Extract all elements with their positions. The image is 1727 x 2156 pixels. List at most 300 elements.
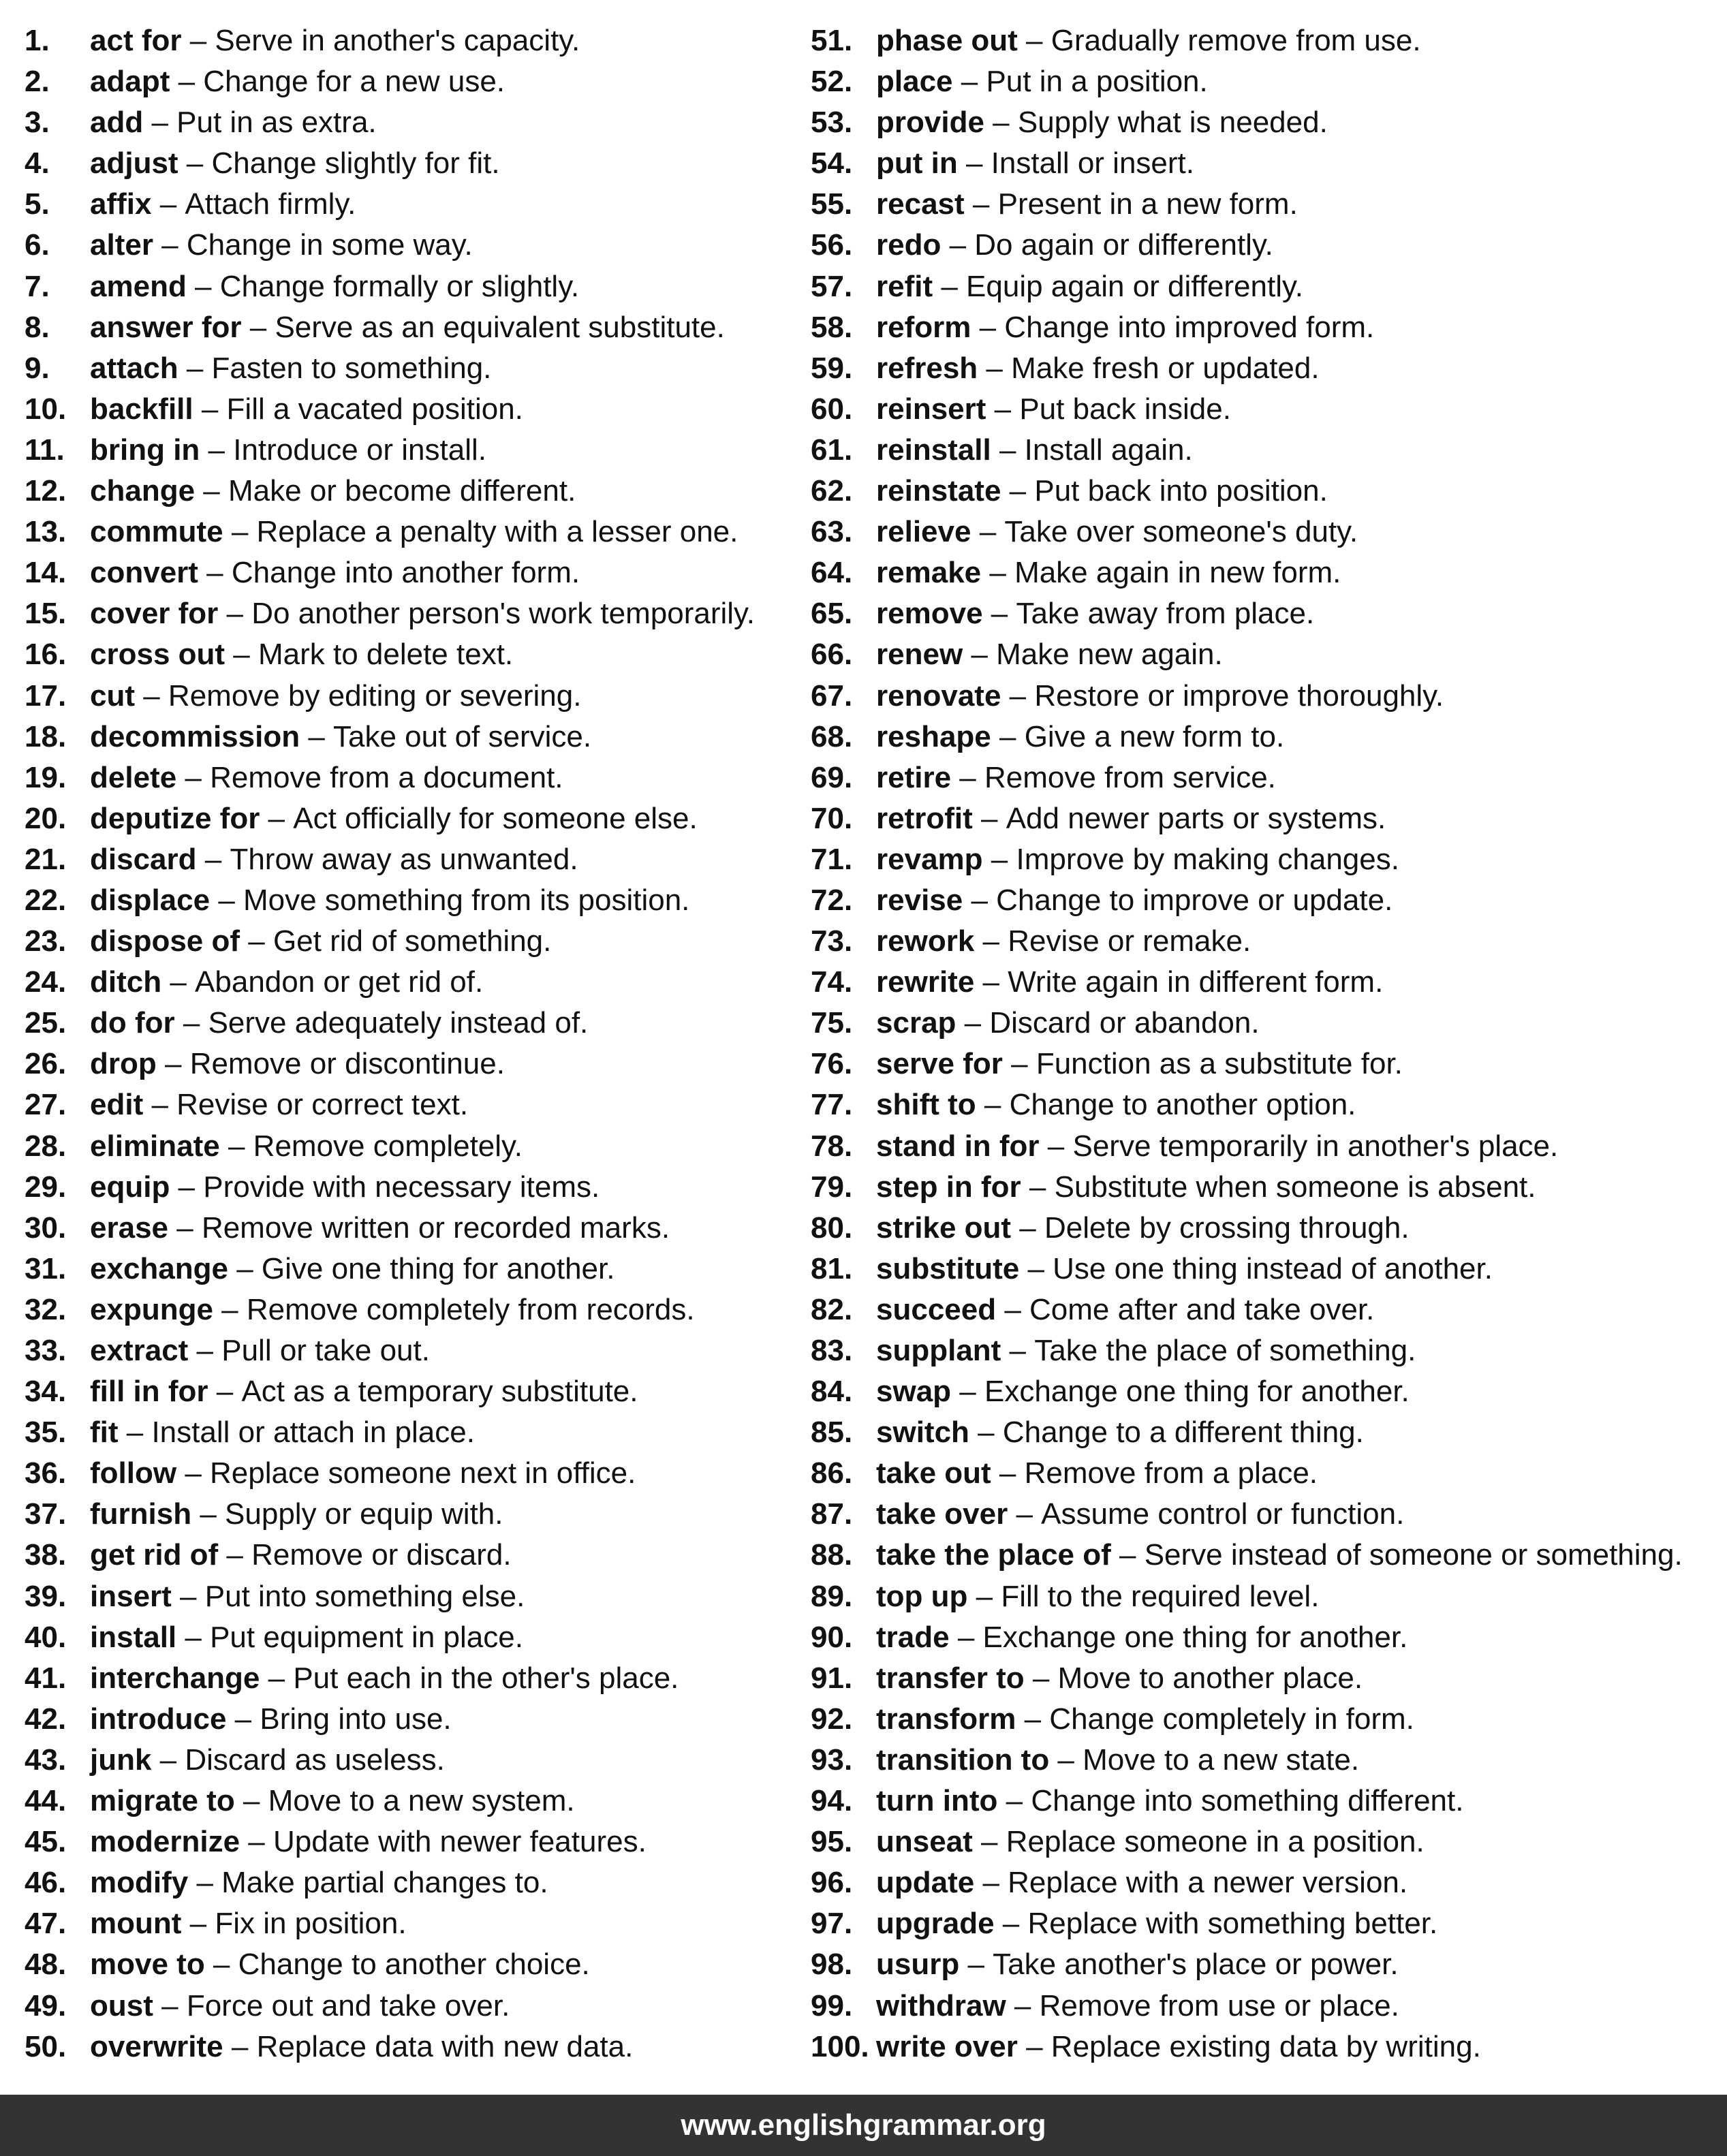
item-separator: – xyxy=(240,924,273,958)
item-separator: – xyxy=(951,760,984,794)
item-separator: – xyxy=(161,965,196,999)
item-separator: – xyxy=(974,1866,1008,1900)
item-definition: Supply what is needed. xyxy=(1017,106,1328,140)
item-word: succeed xyxy=(876,1292,997,1326)
item-definition: Take away from place. xyxy=(1016,597,1315,631)
list-item xyxy=(25,1453,808,1494)
list-item xyxy=(811,1535,1724,1576)
item-word: migrate to xyxy=(90,1784,235,1818)
list-item xyxy=(811,1084,1724,1125)
item-definition: Substitute when someone is absent. xyxy=(1054,1170,1536,1204)
item-definition: Do again or differently. xyxy=(974,228,1273,262)
item-word: relieve xyxy=(876,515,971,549)
item-separator: – xyxy=(997,1784,1031,1818)
list-item xyxy=(25,1576,808,1617)
item-definition: Change completely in form. xyxy=(1049,1702,1414,1736)
item-word: serve for xyxy=(876,1047,1003,1081)
item-number: 46. xyxy=(25,1866,67,1900)
list-item xyxy=(25,880,808,921)
item-word: overwrite xyxy=(90,2029,223,2063)
item-number: 50. xyxy=(25,2029,67,2063)
item-number: 37. xyxy=(25,1497,67,1531)
item-separator: – xyxy=(181,24,215,57)
item-definition: Pull or take out. xyxy=(221,1334,430,1367)
item-separator: – xyxy=(933,269,967,303)
item-separator: – xyxy=(1001,678,1035,713)
item-word: equip xyxy=(90,1170,170,1204)
list-item xyxy=(25,1862,808,1903)
item-number: 87. xyxy=(811,1497,853,1531)
item-separator: – xyxy=(949,1620,983,1654)
list-item xyxy=(25,1330,808,1371)
item-number: 12. xyxy=(25,474,67,508)
item-word: retrofit xyxy=(876,801,973,835)
list-item xyxy=(811,348,1724,389)
item-number: 3. xyxy=(25,106,50,140)
list-item xyxy=(25,552,808,593)
item-word: fill in for xyxy=(90,1375,208,1409)
item-separator: – xyxy=(994,1907,1028,1941)
item-definition: Come after and take over. xyxy=(1029,1292,1375,1326)
item-definition: Exchange one thing for another. xyxy=(984,1375,1410,1409)
item-number: 22. xyxy=(25,883,67,917)
item-word: exchange xyxy=(90,1251,228,1285)
item-definition: Revise or remake. xyxy=(1008,924,1251,958)
item-number: 14. xyxy=(25,556,67,590)
list-item xyxy=(25,225,808,266)
item-number: 34. xyxy=(25,1375,67,1409)
item-separator: – xyxy=(213,1292,247,1326)
list-item xyxy=(811,143,1724,184)
item-word: switch xyxy=(876,1416,969,1450)
item-definition: Revise or correct text. xyxy=(176,1088,469,1122)
list-item xyxy=(25,61,808,102)
item-word: extract xyxy=(90,1334,189,1367)
item-word: insert xyxy=(90,1579,172,1613)
item-definition: Remove from service. xyxy=(984,760,1276,794)
list-item xyxy=(25,798,808,839)
item-number: 84. xyxy=(811,1375,853,1409)
item-word: bring in xyxy=(90,433,200,467)
list-item xyxy=(811,552,1724,593)
list-item xyxy=(25,1290,808,1330)
item-number: 91. xyxy=(811,1661,853,1695)
item-word: discard xyxy=(90,842,197,876)
item-number: 63. xyxy=(811,515,853,549)
item-word: take out xyxy=(876,1456,991,1490)
item-word: turn into xyxy=(876,1784,998,1818)
list-item xyxy=(811,2027,1724,2067)
list-item xyxy=(25,1084,808,1125)
item-definition: Move something from its position. xyxy=(243,883,690,917)
item-separator: – xyxy=(200,433,234,467)
item-word: install xyxy=(90,1620,177,1654)
item-definition: Update with newer features. xyxy=(273,1825,647,1859)
list-item xyxy=(25,143,808,184)
item-definition: Serve instead of someone or something. xyxy=(1144,1538,1683,1572)
item-word: introduce xyxy=(90,1702,227,1736)
item-number: 90. xyxy=(811,1620,853,1654)
list-item xyxy=(811,1044,1724,1084)
item-number: 59. xyxy=(811,351,853,385)
list-item xyxy=(25,1167,808,1208)
item-word: eliminate xyxy=(90,1129,220,1163)
item-definition: Attach firmly. xyxy=(185,187,356,221)
item-definition: Change to a different thing. xyxy=(1002,1416,1364,1450)
item-word: take the place of xyxy=(876,1538,1111,1572)
item-definition: Replace data with new data. xyxy=(256,2029,634,2063)
item-word: delete xyxy=(90,760,177,794)
item-number: 29. xyxy=(25,1170,67,1204)
item-separator: – xyxy=(226,1702,260,1736)
item-separator: – xyxy=(178,146,212,181)
item-separator: – xyxy=(186,269,220,303)
item-number: 86. xyxy=(811,1456,853,1490)
item-number: 6. xyxy=(25,228,50,262)
list-item xyxy=(25,1126,808,1167)
item-separator: – xyxy=(1017,2029,1051,2063)
item-word: modify xyxy=(90,1866,189,1900)
item-definition: Put in a position. xyxy=(986,65,1208,99)
item-number: 1. xyxy=(25,24,50,57)
item-separator: – xyxy=(984,106,1018,140)
list-item xyxy=(811,798,1724,839)
item-separator: – xyxy=(143,1088,177,1122)
list-item xyxy=(25,1740,808,1781)
item-word: drop xyxy=(90,1047,157,1081)
item-separator: – xyxy=(260,801,294,835)
item-number: 43. xyxy=(25,1743,67,1777)
item-word: furnish xyxy=(90,1497,192,1531)
item-separator: – xyxy=(971,310,1005,344)
item-definition: Abandon or get rid of. xyxy=(195,965,484,999)
list-item xyxy=(25,1003,808,1044)
item-number: 33. xyxy=(25,1334,67,1367)
item-number: 53. xyxy=(811,106,853,140)
list-item xyxy=(811,1167,1724,1208)
item-number: 64. xyxy=(811,556,853,590)
item-word: supplant xyxy=(876,1334,1001,1367)
list-item xyxy=(25,1699,808,1740)
item-number: 74. xyxy=(811,965,853,999)
item-word: cut xyxy=(90,678,135,713)
list-item xyxy=(811,1781,1724,1822)
list-item xyxy=(25,307,808,348)
item-definition: Make again in new form. xyxy=(1014,556,1341,590)
item-word: upgrade xyxy=(876,1907,995,1941)
list-item xyxy=(811,1822,1724,1862)
list-item xyxy=(811,1740,1724,1781)
item-word: reinsert xyxy=(876,392,986,426)
item-definition: Add newer parts or systems. xyxy=(1006,801,1386,835)
item-word: follow xyxy=(90,1456,177,1490)
item-separator: – xyxy=(135,678,168,713)
item-word: answer for xyxy=(90,310,242,344)
item-separator: – xyxy=(1011,1210,1044,1245)
list-item xyxy=(811,1249,1724,1290)
item-number: 41. xyxy=(25,1661,67,1695)
item-definition: Take the place of something. xyxy=(1034,1334,1416,1367)
item-number: 75. xyxy=(811,1006,853,1040)
word-list-left-column xyxy=(25,20,808,2067)
list-item xyxy=(811,1494,1724,1535)
item-definition: Install or insert. xyxy=(991,146,1194,181)
item-definition: Remove written or recorded marks. xyxy=(201,1210,670,1245)
item-definition: Fasten to something. xyxy=(211,351,492,385)
item-separator: – xyxy=(974,965,1008,999)
list-item xyxy=(25,266,808,307)
item-separator: – xyxy=(1006,1988,1040,2022)
item-separator: – xyxy=(1016,1702,1050,1736)
item-word: phase out xyxy=(876,24,1018,57)
item-number: 89. xyxy=(811,1579,853,1613)
list-item xyxy=(811,266,1724,307)
item-definition: Write again in different form. xyxy=(1008,965,1384,999)
item-definition: Put back into position. xyxy=(1034,474,1328,508)
item-number: 48. xyxy=(25,1948,67,1982)
item-word: modernize xyxy=(90,1825,240,1859)
item-definition: Act as a temporary substitute. xyxy=(241,1375,638,1409)
item-definition: Replace with something better. xyxy=(1027,1907,1438,1941)
item-word: write over xyxy=(876,2029,1018,2063)
item-separator: – xyxy=(151,187,185,221)
item-number: 26. xyxy=(25,1047,67,1081)
list-item xyxy=(25,717,808,757)
item-number: 31. xyxy=(25,1251,67,1285)
item-word: oust xyxy=(90,1988,153,2022)
item-separator: – xyxy=(1049,1743,1083,1777)
item-definition: Remove from use or place. xyxy=(1039,1988,1399,2022)
item-definition: Do another person's work temporarily. xyxy=(251,597,756,631)
list-item xyxy=(811,717,1724,757)
item-number: 67. xyxy=(811,678,853,713)
item-word: commute xyxy=(90,515,223,549)
item-separator: – xyxy=(196,842,230,876)
item-definition: Remove from a document. xyxy=(210,760,563,794)
item-separator: – xyxy=(208,1375,242,1409)
item-separator: – xyxy=(967,1579,1001,1613)
item-definition: Act officially for someone else. xyxy=(293,801,698,835)
item-separator: – xyxy=(181,1907,215,1941)
item-definition: Make or become different. xyxy=(228,474,576,508)
item-number: 44. xyxy=(25,1784,67,1818)
item-definition: Replace someone in a position. xyxy=(1006,1825,1425,1859)
item-number: 68. xyxy=(811,719,853,753)
item-word: convert xyxy=(90,556,198,590)
list-item xyxy=(25,962,808,1003)
item-number: 95. xyxy=(811,1825,853,1859)
item-word: place xyxy=(876,65,953,99)
item-separator: – xyxy=(969,1416,1003,1450)
item-word: remake xyxy=(876,556,982,590)
item-number: 72. xyxy=(811,883,853,917)
item-definition: Provide with necessary items. xyxy=(203,1170,600,1204)
item-number: 73. xyxy=(811,924,853,958)
list-item xyxy=(25,757,808,798)
item-separator: – xyxy=(991,1456,1025,1490)
item-definition: Force out and take over. xyxy=(186,1988,510,2022)
item-definition: Install again. xyxy=(1024,433,1193,467)
item-word: displace xyxy=(90,883,211,917)
item-separator: – xyxy=(1110,1538,1145,1572)
item-definition: Serve as an equivalent substitute. xyxy=(275,310,725,344)
item-separator: – xyxy=(228,1251,262,1285)
item-definition: Assume control or function. xyxy=(1041,1497,1405,1531)
item-definition: Move to a new system. xyxy=(268,1784,575,1818)
list-item xyxy=(811,471,1724,512)
item-separator: – xyxy=(151,1743,185,1777)
item-number: 83. xyxy=(811,1334,853,1367)
item-definition: Replace existing data by writing. xyxy=(1051,2029,1481,2063)
item-number: 52. xyxy=(811,65,853,99)
list-item xyxy=(25,634,808,675)
item-number: 24. xyxy=(25,965,67,999)
item-definition: Put equipment in place. xyxy=(210,1620,523,1654)
list-item xyxy=(811,1453,1724,1494)
item-number: 32. xyxy=(25,1292,67,1326)
item-definition: Remove by editing or severing. xyxy=(168,678,582,713)
item-number: 71. xyxy=(811,842,853,876)
list-item xyxy=(25,839,808,880)
item-word: substitute xyxy=(876,1251,1020,1285)
item-separator: – xyxy=(223,2029,257,2063)
list-item xyxy=(25,1903,808,1944)
item-number: 13. xyxy=(25,515,67,549)
item-number: 98. xyxy=(811,1948,853,1982)
item-definition: Put in as extra. xyxy=(176,106,377,140)
item-number: 7. xyxy=(25,269,50,303)
list-item xyxy=(811,676,1724,717)
item-separator: – xyxy=(978,351,1012,385)
item-word: fit xyxy=(90,1416,119,1450)
item-definition: Change into another form. xyxy=(231,556,580,590)
item-word: add xyxy=(90,106,144,140)
item-separator: – xyxy=(991,719,1025,753)
item-separator: – xyxy=(176,760,211,794)
word-list-right-column xyxy=(811,20,1724,2067)
item-number: 20. xyxy=(25,801,67,835)
item-separator: – xyxy=(156,1047,190,1081)
item-definition: Change to another choice. xyxy=(238,1948,590,1982)
item-number: 21. xyxy=(25,842,67,876)
item-definition: Make new again. xyxy=(996,638,1223,672)
list-item xyxy=(811,225,1724,266)
item-number: 80. xyxy=(811,1210,853,1245)
item-separator: – xyxy=(991,433,1025,467)
item-word: renew xyxy=(876,638,963,672)
list-item xyxy=(811,1576,1724,1617)
item-separator: – xyxy=(300,719,334,753)
item-number: 76. xyxy=(811,1047,853,1081)
item-number: 77. xyxy=(811,1088,853,1122)
list-item xyxy=(811,634,1724,675)
item-word: remove xyxy=(876,597,983,631)
list-item xyxy=(25,1944,808,1985)
item-word: interchange xyxy=(90,1661,260,1695)
item-number: 55. xyxy=(811,187,853,221)
item-definition: Take over someone's duty. xyxy=(1004,515,1358,549)
list-item xyxy=(811,1617,1724,1658)
item-number: 42. xyxy=(25,1702,67,1736)
item-number: 62. xyxy=(811,474,853,508)
item-definition: Use one thing instead of another. xyxy=(1053,1251,1493,1285)
item-separator: – xyxy=(176,1456,211,1490)
item-definition: Give a new form to. xyxy=(1024,719,1285,753)
item-word: refresh xyxy=(876,351,978,385)
item-word: move to xyxy=(90,1948,205,1982)
item-word: usurp xyxy=(876,1948,960,1982)
item-number: 28. xyxy=(25,1129,67,1163)
item-separator: – xyxy=(198,556,232,590)
list-item xyxy=(25,184,808,225)
item-number: 56. xyxy=(811,228,853,262)
item-definition: Install or attach in place. xyxy=(151,1416,475,1450)
item-definition: Put back inside. xyxy=(1019,392,1231,426)
item-separator: – xyxy=(951,1375,984,1409)
list-item xyxy=(811,61,1724,102)
item-number: 78. xyxy=(811,1129,853,1163)
item-separator: – xyxy=(218,1538,252,1572)
item-separator: – xyxy=(219,1129,253,1163)
item-separator: – xyxy=(964,187,998,221)
item-number: 16. xyxy=(25,638,67,672)
list-item xyxy=(25,1535,808,1576)
item-definition: Remove from a place. xyxy=(1024,1456,1318,1490)
list-item xyxy=(25,20,808,61)
list-item xyxy=(811,593,1724,634)
item-word: shift to xyxy=(876,1088,976,1122)
item-separator: – xyxy=(957,146,991,181)
list-item xyxy=(811,184,1724,225)
item-word: take over xyxy=(876,1497,1008,1531)
item-definition: Take out of service. xyxy=(333,719,592,753)
item-number: 27. xyxy=(25,1088,67,1122)
item-number: 92. xyxy=(811,1702,853,1736)
item-word: unseat xyxy=(876,1825,973,1859)
item-number: 38. xyxy=(25,1538,67,1572)
item-definition: Take another's place or power. xyxy=(993,1948,1399,1982)
list-item xyxy=(25,1617,808,1658)
item-definition: Move to another place. xyxy=(1057,1661,1363,1695)
item-number: 93. xyxy=(811,1743,853,1777)
list-item xyxy=(25,1658,808,1699)
list-item xyxy=(25,348,808,389)
list-item xyxy=(811,1903,1724,1944)
list-item xyxy=(25,512,808,552)
item-separator: – xyxy=(234,1784,268,1818)
item-separator: – xyxy=(976,1088,1010,1122)
item-word: edit xyxy=(90,1088,144,1122)
item-word: adjust xyxy=(90,146,178,181)
item-word: reshape xyxy=(876,719,991,753)
item-number: 9. xyxy=(25,351,50,385)
item-number: 11. xyxy=(25,433,65,467)
item-definition: Improve by making changes. xyxy=(1016,842,1399,876)
item-number: 30. xyxy=(25,1210,67,1245)
item-separator: – xyxy=(210,883,244,917)
item-definition: Serve adequately instead of. xyxy=(208,1006,589,1040)
item-number: 23. xyxy=(25,924,67,958)
item-number: 4. xyxy=(25,146,50,181)
item-number: 17. xyxy=(25,678,67,713)
item-number: 51. xyxy=(811,24,853,57)
item-separator: – xyxy=(204,1948,238,1982)
item-word: update xyxy=(876,1866,975,1900)
item-number: 61. xyxy=(811,433,853,467)
list-item xyxy=(811,307,1724,348)
item-definition: Restore or improve thoroughly. xyxy=(1034,678,1444,713)
list-item xyxy=(811,1208,1724,1249)
